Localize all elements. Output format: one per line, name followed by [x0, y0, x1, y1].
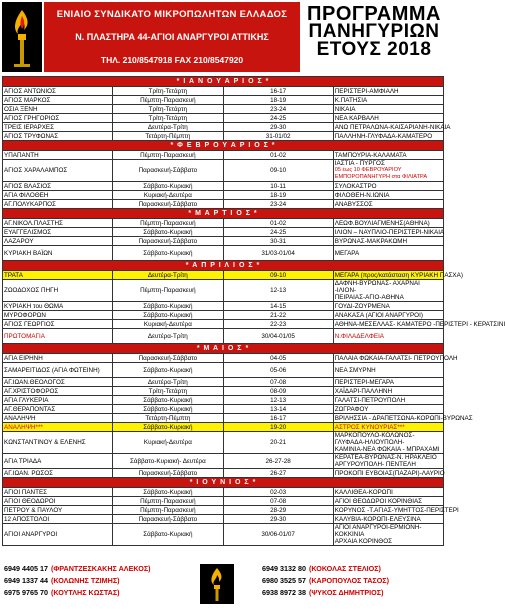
- festival-place: ΑΣΤΡΟΣ ΚΥΝΟΥΡΙΑΣ***: [333, 423, 443, 432]
- festival-days: Παρασκευή-Σάββατο: [113, 160, 223, 182]
- festival-place: Κ.ΠΑΤΗΣΙΑ: [333, 96, 443, 105]
- schedule-body: [3, 77, 505, 546]
- month-header: [3, 261, 444, 271]
- festival-place-line: ΑΡΓΥΡΟΥΠΟΛΗ- ΠΕΝΤΕΛΗ: [334, 461, 416, 468]
- festival-days: Σάββατο-Κυριακή: [113, 302, 223, 311]
- festival-date: 29-30: [223, 515, 333, 524]
- festival-name: ΑΓΙΟΣ ΒΛΑΣΙΟΣ: [3, 182, 113, 191]
- festival-name: ΑΓΙΑ ΦΙΛΟΘΕΗ: [3, 191, 113, 200]
- festival-place-line: ΙΑΣΤΙΑ - ΠΥΡΓΟΣ: [334, 160, 385, 167]
- month-header: [3, 77, 444, 87]
- festival-place: [333, 454, 443, 469]
- festival-date: 08-09: [223, 387, 333, 396]
- festival-date: 30/04-01/05: [223, 329, 333, 344]
- month-label: * Φ Ε Β Ρ Ο Υ Α Ρ Ι Ο Σ *: [3, 141, 444, 151]
- contact-name: (ΦΡΑΝΤΖΕΣΚΑΚΗΣ ΑΛΕΚΟΣ): [50, 564, 151, 573]
- festival-place: ΚΑΛΛΙΘΕΑ-ΚΟΡΩΠΙ: [333, 488, 443, 497]
- festival-name: ΤΡΑΤΑ: [3, 271, 113, 280]
- festival-name: ΑΓ.ΘΕΡΑΠΟΝΤΑΣ: [3, 405, 113, 414]
- festival-date: 18-19: [223, 96, 333, 105]
- festival-place: Ν.ΦΙΛΑΔΕΛΦΕΙΑ: [333, 329, 443, 344]
- table-row: [3, 228, 444, 237]
- table-row: [3, 271, 444, 280]
- table-row: [3, 378, 444, 387]
- festival-date: 12-13: [223, 396, 333, 405]
- festival-name: ΟΣΙΑ ΞΕΝΗ: [3, 105, 113, 114]
- festival-place: [333, 432, 443, 454]
- festival-days: Σάββατο-Κυριακή: [113, 488, 223, 497]
- festival-date: 24-25: [223, 114, 333, 123]
- month-header: [3, 478, 444, 488]
- festival-place: ΙΛΙΟΝ – ΝΑΥΠΛΙΟ-ΠΕΡΙΣΤΕΡΙ-ΝΙΚΑΙΑ: [334, 228, 445, 236]
- festival-name: ΣΑΜΑΡΕΙΤΙΔΟΣ (ΑΓΙΑ ΦΩΤΕΙΝΗ): [3, 363, 113, 378]
- festival-name: ΑΓΙΑ ΤΡΙΑΔΑ: [3, 454, 113, 469]
- table-row: [3, 405, 444, 414]
- festival-name: ΜΥΡΟΦΟΡΩΝ: [3, 311, 113, 320]
- festival-place: ΓΟΥΔΙ-ΖΟΥΡΜΕΝΑ: [333, 302, 443, 311]
- festival-date: 29-30: [223, 123, 333, 132]
- contact-phone: 6949 1337 44: [4, 576, 48, 585]
- festival-days: Σάββατο-Κυριακή: [113, 524, 223, 546]
- festival-date: 20-21: [223, 432, 333, 454]
- festival-place: ΖΩΓΡΑΦΟΥ: [333, 405, 443, 414]
- festival-place: ΒΡΙΛΗΣΣΙΑ - ΔΡΑΠΕΤΣΩΝΑ-ΚΟΡΩΠΙ-ΒΥΡΩΝΑΣ: [334, 414, 473, 422]
- festival-date: 01-02: [223, 151, 333, 160]
- festival-name: ΤΡΕΙΣ ΙΕΡΑΡΧΕΣ: [3, 123, 113, 132]
- festival-days: Πέμπτη-Παρασκευή: [113, 219, 223, 228]
- festival-place: ΠΡΟΚΟΠΙ ΕΥΒΟΙΑΣ(ΠΑΖΑΡΙ)-ΛΑΥΡΙΟ: [334, 469, 445, 477]
- contact-name: (ΚΟΚΟΛΑΣ ΣΤΕΛΙΟΣ): [308, 564, 381, 573]
- festival-place-line: ΠΕΙΡΑΙΑΣ-ΑΓΙΟ-ΑΘΗΝΑ: [334, 294, 404, 301]
- festival-name: ΖΩΟΔΟΧΟΣ ΠΗΓΗ: [3, 280, 113, 302]
- festival-date: 01-02: [223, 219, 333, 228]
- festival-place: ΠΕΡΙΣΤΕΡΙ-ΑΜΦΙΑΛΗ: [333, 87, 443, 96]
- festival-place: ΠΑΛΛΗΝΗ-ΓΛΥΦΑΔΑ-ΚΑΜΑΤΕΡΟ: [333, 132, 443, 141]
- contact-phone: 6980 3525 57: [262, 576, 306, 585]
- festival-date: 09-10: [223, 160, 333, 182]
- festival-days: Παρασκευή-Σάββατο: [113, 515, 223, 524]
- festival-place: ΑΝΑΒΥΣΣΟΣ: [333, 200, 443, 209]
- festival-place: ΧΑΪΔΑΡΙ-ΠΑΛΛΗΝΗ: [333, 387, 443, 396]
- table-row: [3, 191, 444, 200]
- festival-days: Κυριακή-Δευτέρα: [113, 191, 223, 200]
- festival-date: 09-10: [223, 271, 333, 280]
- festival-days: Τρίτη-Τετάρτη: [113, 87, 223, 96]
- month-label: * Μ Α Ρ Τ Ι Ο Σ *: [3, 209, 444, 219]
- table-row: [3, 280, 444, 302]
- table-row: [3, 246, 444, 261]
- festival-date: 02-03: [223, 488, 333, 497]
- page-title: [304, 2, 444, 72]
- table-row: [3, 200, 444, 209]
- table-row: [3, 524, 444, 546]
- festival-days: Σάββατο-Κυριακή: [113, 246, 223, 261]
- festival-days: Παρασκευή-Σάββατο: [113, 200, 223, 209]
- union-banner: [44, 2, 300, 72]
- festival-name: ΑΓ.ΙΩΑΝ.ΘΕΟΛΟΓΟΣ: [3, 378, 113, 387]
- table-row: [3, 87, 444, 96]
- table-row: [3, 114, 444, 123]
- festival-name: ΑΓΙΟΣ ΤΡΥΦΩΝΑΣ: [3, 132, 113, 141]
- table-row: [3, 488, 444, 497]
- festival-date: 07-08: [223, 378, 333, 387]
- festival-days: Πέμπτη-Παρασκευή: [113, 280, 223, 302]
- table-row: [3, 396, 444, 405]
- festival-date: 14-15: [223, 302, 333, 311]
- contact-name: (ΨΥΚΟΣ ΔΗΜΗΤΡΙΟΣ): [308, 588, 384, 597]
- contact-name: (ΚΑΡΟΠΟΥΛΟΣ ΤΑΣΟΣ): [308, 576, 390, 585]
- festival-days: Τρίτη-Τετάρτη: [113, 105, 223, 114]
- festival-date: 31-01/02: [223, 132, 333, 141]
- festival-place-line: ΜΑΡΚΟΠΟΥΛΟ-ΚΟΛΩΝΟΣ-ΓΛΥΦΑΔΑ-ΗΛΙΟΥΠΟΛΗ-: [334, 432, 415, 446]
- festival-name: ΑΝΑΛΗΨΗ: [3, 414, 113, 423]
- festival-days: Δευτέρα-Τρίτη: [113, 271, 223, 280]
- month-header: [3, 209, 444, 219]
- festival-name: ΚΥΡΙΑΚΗ ΒΑΪΩΝ: [3, 246, 113, 261]
- union-name: ΕΝΙΑΙΟ ΣΥΝΔΙΚΑΤΟ ΜΙΚΡΟΠΩΛΗΤΩΝ ΕΛΛΑΔΟΣ: [56, 9, 288, 20]
- festival-days: Δευτέρα-Τρίτη: [113, 123, 223, 132]
- table-row: [3, 363, 444, 378]
- table-row: [3, 354, 444, 363]
- festival-place: [333, 160, 443, 182]
- festival-days: Τρίτη-Τετάρτη: [113, 114, 223, 123]
- festival-date: 16-17: [223, 87, 333, 96]
- table-row: [3, 237, 444, 246]
- festival-date: 04-05: [223, 354, 333, 363]
- festival-place: ΑΝΩ ΠΕΤΡΑΛΩΝΑ-ΚΑΙΣΑΡΙΑΝΗ-ΝΙΚΑΙΑ: [334, 123, 451, 131]
- contact-line: [262, 563, 389, 575]
- festival-days: Σάββατο-Κυριακή: [113, 182, 223, 191]
- table-row: [3, 151, 444, 160]
- table-row: [3, 432, 444, 454]
- phones-left: [4, 563, 151, 599]
- festival-days: Πέμπτη-Παρασκευή: [113, 497, 223, 506]
- contact-name: (ΚΟΥΤΛΗΣ ΚΩΣΤΑΣ): [50, 588, 120, 597]
- festival-place: ΦΙΛΟΘΕΗ-Ν.ΙΩΝΙΑ: [333, 191, 443, 200]
- festival-date: 28-29: [223, 506, 333, 515]
- contact-line: [4, 587, 151, 599]
- festival-place: ΤΑΜΠΟΥΡΙΑ-ΚΑΛΑΜΑΤΑ: [333, 151, 443, 160]
- festival-place-line: ΔΑΦΝΗ-ΒΥΡΩΝΑΣ- ΑΧΑΡΝΑΙ -ΙΛΙΟΝ-: [334, 280, 420, 294]
- union-phones: ΤΗΛ. 210/8547918 FAX 210/8547920: [100, 55, 244, 65]
- festival-place: ΓΑΛΑΤΣΙ-ΠΕΤΡΟΥΠΟΛΗ: [333, 396, 443, 405]
- month-label: * Μ Α Ι Ο Σ *: [3, 344, 444, 354]
- title-line-3: ΕΤΟΥΣ 2018: [316, 39, 432, 60]
- festival-name: ΑΓΙΑ ΓΛΥΚΕΡΙΑ: [3, 396, 113, 405]
- festival-date: 21-22: [223, 311, 333, 320]
- contact-line: [262, 587, 389, 599]
- festival-place: [333, 524, 443, 546]
- month-header: [3, 141, 444, 151]
- table-row: [3, 454, 444, 469]
- festival-days: Σάββατο-Κυριακή: [113, 228, 223, 237]
- festival-place: ΜΕΓΑΡΑ: [333, 246, 443, 261]
- table-row: [3, 160, 444, 182]
- festival-date: 26-27: [223, 469, 333, 478]
- festival-name: ΑΓΙΟΣ ΓΕΩΡΓΙΟΣ: [3, 320, 113, 329]
- festival-name: ΚΩΝΣΤΑΝΤΙΝΟΥ & ΕΛΕΝΗΣ: [3, 432, 113, 454]
- festival-name: ΑΓ.ΧΡΙΣΤΟΦΟΡΟΣ: [3, 387, 113, 396]
- month-label: * Ι Α Ν Ο Υ Α Ρ Ι Ο Σ *: [3, 77, 444, 87]
- festival-date: 05-06: [223, 363, 333, 378]
- festival-days: Σάββατο-Κυριακή: [113, 363, 223, 378]
- table-row: [3, 506, 444, 515]
- torch-icon: [2, 2, 42, 72]
- footer-logo: [200, 564, 234, 604]
- contact-line: [4, 563, 151, 575]
- festival-days: Κυριακή-Δευτέρα: [113, 320, 223, 329]
- table-row: [3, 414, 444, 423]
- torch-icon: [200, 564, 234, 604]
- festival-date: 22-23: [223, 320, 333, 329]
- festival-name: ΚΥΡΙΑΚΗ του ΘΩΜΑ: [3, 302, 113, 311]
- union-address: Ν. ΠΛΑΣΤΗΡΑ 44-ΑΓΙΟΙ ΑΝΑΡΓΥΡΟΙ ΑΤΤΙΚΗΣ: [75, 32, 269, 42]
- festival-date: 12-13: [223, 280, 333, 302]
- festival-place: ΑΘΗΝΑ-ΜΕΣΕΛΛΑΣ- ΚΑΜΑΤΕΡΟ -ΠΕΡΙΣΤΕΡΙ - ΚΕΡΑΤΣΙΝΙ: [334, 320, 505, 328]
- festival-name: ΑΓΙΟΙ ΠΑΝΤΕΣ: [3, 488, 113, 497]
- festival-place: ΝΙΚΑΙΑ: [333, 105, 443, 114]
- festival-name: 12 ΑΠΟΣΤΟΛΟΙ: [3, 515, 113, 524]
- table-row: [3, 105, 444, 114]
- festival-name: ΑΓΙΟΣ ΜΑΡΚΟΣ: [3, 96, 113, 105]
- festival-date: 31/03-01/04: [223, 246, 333, 261]
- table-row: [3, 469, 444, 478]
- table-row: [3, 387, 444, 396]
- festival-name: ΑΓΙΟΙ ΘΕΟΔΩΡΟΙ: [3, 497, 113, 506]
- festival-days: Σάββατο-Κυριακή: [113, 423, 223, 432]
- festival-days: Σάββατο-Κυριακή- Δευτέρα: [113, 454, 223, 469]
- festival-place: ΚΑΛΥΒΙΑ-ΚΟΡΩΠΙ-ΕΛΕΥΣΙΝΑ: [333, 515, 443, 524]
- footer-contacts: [0, 560, 446, 606]
- festival-name: ΠΕΤΡΟΥ & ΠΑΥΛΟΥ: [3, 506, 113, 515]
- phones-right: [262, 563, 389, 599]
- table-row: [3, 219, 444, 228]
- table-row: [3, 423, 444, 432]
- festival-days: Τρίτη-Τετάρτη: [113, 387, 223, 396]
- festival-days: Πέμπτη-Παρασκευή: [113, 96, 223, 105]
- title-line-2: ΠΑΝΗΓΥΡΙΩΝ: [308, 21, 440, 42]
- festival-date: 23-24: [223, 200, 333, 209]
- festival-name: ΑΓ.ΝΙΚΟΛ.ΠΛΑΣΤΗΣ: [3, 219, 113, 228]
- festival-place: ΠΕΡΙΣΤΕΡΙ-ΜΕΓΑΡΑ: [333, 378, 443, 387]
- festival-date: 26-27-28: [223, 454, 333, 469]
- festival-date: 19-20: [223, 423, 333, 432]
- festival-place: ΛΕΩΦ.ΒΟΥΛΙΑΓΜΕΝΗΣ(ΑΘΗΝΑ): [333, 219, 443, 228]
- festival-place: ΑΓΙΟΙ ΘΕΟΔΩΡΟΙ ΚΟΡΙΝΘΙΑΣ: [333, 497, 443, 506]
- title-line-1: ΠΡΟΓΡΑΜΜΑ: [307, 3, 441, 25]
- festival-place-line: ΚΕΡΑΤΕΑ-ΒΥΡΩΝΑΣ-Ν. ΗΡΑΚΛΕΙΟ: [334, 454, 437, 461]
- contact-phone: 6938 8972 38: [262, 588, 306, 597]
- table-row: [3, 515, 444, 524]
- festival-place-line: 05 έως 10 ΦΕΒΡΟΥΑΡΙΟΥ ΕΜΠΟΡΟΠΑΝΗΓΥΡΗ στα ΦΙΛΙΑΤΡΑ: [334, 167, 428, 180]
- festival-place: ΝΕΑ ΚΑΡΒΑΛΗ: [333, 114, 443, 123]
- festival-name: ΑΓ.ΠΟΛΥΚΑΡΠΟΣ: [3, 200, 113, 209]
- festival-name: ΑΓ.ΙΩΑΝ. ΡΩΣΟΣ: [3, 469, 113, 478]
- festival-place-line: ΑΡΧΑΙΑ ΚΟΡΙΝΘΟΣ: [334, 538, 392, 545]
- festival-date: 10-11: [223, 182, 333, 191]
- contact-line: [4, 575, 151, 587]
- month-header: [3, 344, 444, 354]
- festival-place: ΚΟΡΥΝΟΣ -Τ.ΑΓΙΑΣ-ΥΜΗΤΤΟΣ-ΠΕΡΙΣΤΕΡΙ: [334, 506, 459, 514]
- festival-date: 24-25: [223, 228, 333, 237]
- table-row: [3, 132, 444, 141]
- festival-days: Παρασκευή-Σάββατο: [113, 469, 223, 478]
- contact-phone: 6949 3132 80: [262, 564, 306, 573]
- festival-place: ΜΕΓΑΡΑ (προς/κατάσταση ΚΥΡΙΑΚΗ ΠΑΣΧΑ): [334, 271, 463, 279]
- festival-days: Κυριακή-Δευτέρα: [113, 432, 223, 454]
- festival-name: ΑΝΑΛΗΨΗ***: [3, 423, 113, 432]
- table-row: [3, 302, 444, 311]
- table-row: [3, 123, 444, 132]
- festival-place: ΑΝΑΚΑΣΑ (ΑΓΙΟΙ ΑΝΑΡΓΥΡΟΙ): [333, 311, 443, 320]
- table-row: [3, 329, 444, 344]
- festival-days: Τετάρτη-Πέμπτη: [113, 414, 223, 423]
- festival-name: ΛΑΖΑΡΟΥ: [3, 237, 113, 246]
- festival-days: Τετάρτη-Πέμπτη: [113, 132, 223, 141]
- festival-date: 30-31: [223, 237, 333, 246]
- festival-date: 13-14: [223, 405, 333, 414]
- festival-days: Σάββατο-Κυριακή: [113, 405, 223, 414]
- contact-name: (ΚΟΛΩΝΗΣ ΤΖΙΜΗΣ): [50, 576, 120, 585]
- festival-days: Δευτέρα-Τρίτη: [113, 378, 223, 387]
- table-row: [3, 311, 444, 320]
- festival-place-line: ΚΑΜΙΝΙΑ-ΝΕΑ ΦΩΚΑΙΑ - ΜΠΡΑΧΑΜΙ: [334, 446, 440, 453]
- festival-days: Πέμπτη-Παρασκευή: [113, 506, 223, 515]
- festival-date: 30/06-01/07: [223, 524, 333, 546]
- table-row: [3, 182, 444, 191]
- festival-place: ΠΑΛΑΙΑ ΦΩΚΑΙΑ-ΓΑΛΑΤΣΙ- ΠΕΤΡΟΥΠΟΛΗ: [334, 354, 458, 362]
- table-row: [3, 497, 444, 506]
- festival-days: Πέμπτη-Παρασκευή: [113, 151, 223, 160]
- festival-date: 07-08: [223, 497, 333, 506]
- festival-name: ΑΓΙΟΣ ΧΑΡΑΛΑΜΠΟΣ: [3, 160, 113, 182]
- festival-days: Δευτέρα-Τρίτη: [113, 329, 223, 344]
- festival-name: ΑΓΙΟΣ ΓΡΗΓΟΡΙΟΣ: [3, 114, 113, 123]
- union-logo: [2, 2, 42, 72]
- festival-place: ΝΕΑ ΣΜΥΡΝΗ: [333, 363, 443, 378]
- festival-days: Παρασκευή-Σάββατο: [113, 354, 223, 363]
- contact-line: [262, 575, 389, 587]
- festival-date: 23-24: [223, 105, 333, 114]
- contact-phone: 6949 4405 17: [4, 564, 48, 573]
- festival-days: Σάββατο-Κυριακή: [113, 396, 223, 405]
- festival-date: 18-19: [223, 191, 333, 200]
- table-row: [3, 96, 444, 105]
- festival-days: Παρασκευή-Σάββατο: [113, 237, 223, 246]
- header: [0, 0, 446, 76]
- festival-place: ΣΥΛΟΚΑΣΤΡΟ: [333, 182, 443, 191]
- month-label: * Ι Ο Υ Ν Ι Ο Σ *: [3, 478, 444, 488]
- festival-days: Σάββατο-Κυριακή: [113, 311, 223, 320]
- festival-name: ΥΠΑΠΑΝΤΗ: [3, 151, 113, 160]
- contact-phone: 6975 9765 70: [4, 588, 48, 597]
- festival-place: ΒΥΡΩΝΑΣ-ΜΑΚΡΑΚΩΜΗ: [333, 237, 443, 246]
- festival-name: ΑΓΙΟΣ ΑΝΤΩΝΙΟΣ: [3, 87, 113, 96]
- festival-schedule-table: [2, 76, 505, 546]
- festival-name: ΑΓΙΑ ΕΙΡΗΝΗ: [3, 354, 113, 363]
- table-row: [3, 320, 444, 329]
- festival-date: 16-17: [223, 414, 333, 423]
- month-label: * Α Π Ρ Ι Λ Ι Ο Σ *: [3, 261, 444, 271]
- festival-place-line: ΑΓΙΟΙ ΑΝΑΡΓΥΡΟΙ-ΕΡΜΙΟΝΗ-ΚΟΚΚΙΝΙΑ: [334, 524, 422, 538]
- festival-name: ΑΓΙΟΙ ΑΝΑΡΓΥΡΟΙ: [3, 524, 113, 546]
- festival-place: [333, 280, 443, 302]
- festival-name: ΕΥΑΓΓΕΛΙΣΜΟΣ: [3, 228, 113, 237]
- festival-name: ΠΡΩΤΟΜΑΓΙΑ: [3, 329, 113, 344]
